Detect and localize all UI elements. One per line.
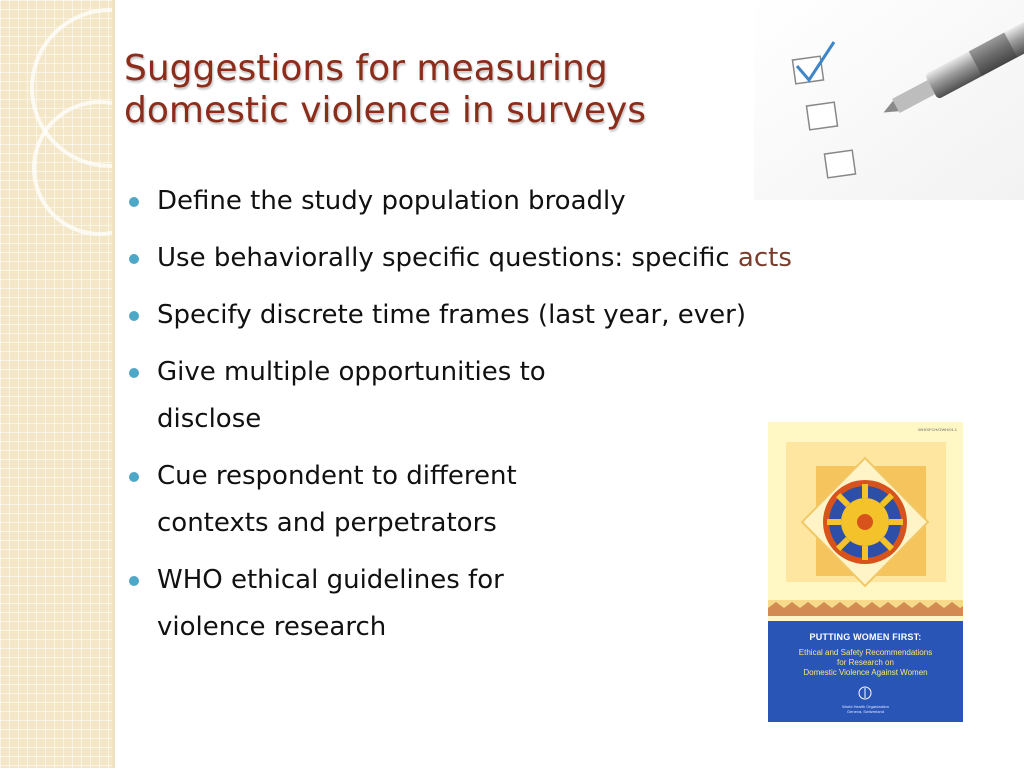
bullet-dot-icon — [129, 197, 139, 207]
strip-rings — [0, 0, 112, 768]
bullet-item — [128, 178, 928, 225]
checklist-pen-decoration — [754, 0, 1024, 200]
title-line: domestic violence in surveys — [124, 90, 647, 131]
bullet-dot-icon — [129, 576, 139, 586]
strip-border — [112, 0, 115, 768]
cover-org-line: World Health Organization — [842, 704, 889, 709]
bullet-text: WHO ethical guidelines for — [157, 565, 504, 595]
who-emblem-icon — [858, 686, 872, 700]
accent-word: acts — [737, 243, 792, 273]
bullet-text: Define the study population broadly — [157, 186, 626, 216]
cover-artwork — [768, 422, 963, 622]
cover-mandala — [823, 480, 907, 564]
left-decorative-strip — [0, 0, 112, 768]
bullet-text: Use behaviorally specific questions: specific — [157, 243, 738, 273]
cover-org — [768, 704, 963, 714]
bullet-text: contexts and perpetrators — [157, 508, 497, 538]
slide-title — [124, 48, 764, 132]
cover-subtitle-line: Domestic Violence Against Women — [803, 668, 928, 677]
bullet-dot-icon — [129, 254, 139, 264]
bullet-text: disclose — [157, 404, 262, 434]
bullet-text: Specify discrete time frames (last year, ever) — [157, 300, 746, 330]
bullet-text: violence research — [157, 612, 387, 642]
cover-publisher-code: WHO/FCH/GWH/01.1 — [918, 427, 957, 432]
bullet-dot-icon — [129, 472, 139, 482]
cover-subtitle-line: Ethical and Safety Recommendations — [798, 648, 933, 657]
cover-subtitle — [774, 648, 957, 678]
cover-pattern-band — [768, 600, 963, 616]
bullet-dot-icon — [129, 368, 139, 378]
title-line: Suggestions for measuring — [124, 48, 608, 89]
bullet-item — [128, 235, 928, 282]
bullet-text: Give multiple opportunities to — [157, 357, 546, 387]
book-cover-image — [768, 422, 963, 722]
bullet-dot-icon — [129, 311, 139, 321]
cover-subtitle-line: for Research on — [837, 658, 894, 667]
bullet-text: Cue respondent to different — [157, 461, 517, 491]
cover-title: PUTTING WOMEN FIRST: — [809, 632, 922, 642]
bullet-text-line — [157, 235, 928, 282]
bullet-item — [128, 292, 928, 339]
cover-org-line: Geneva, Switzerland — [847, 709, 884, 714]
